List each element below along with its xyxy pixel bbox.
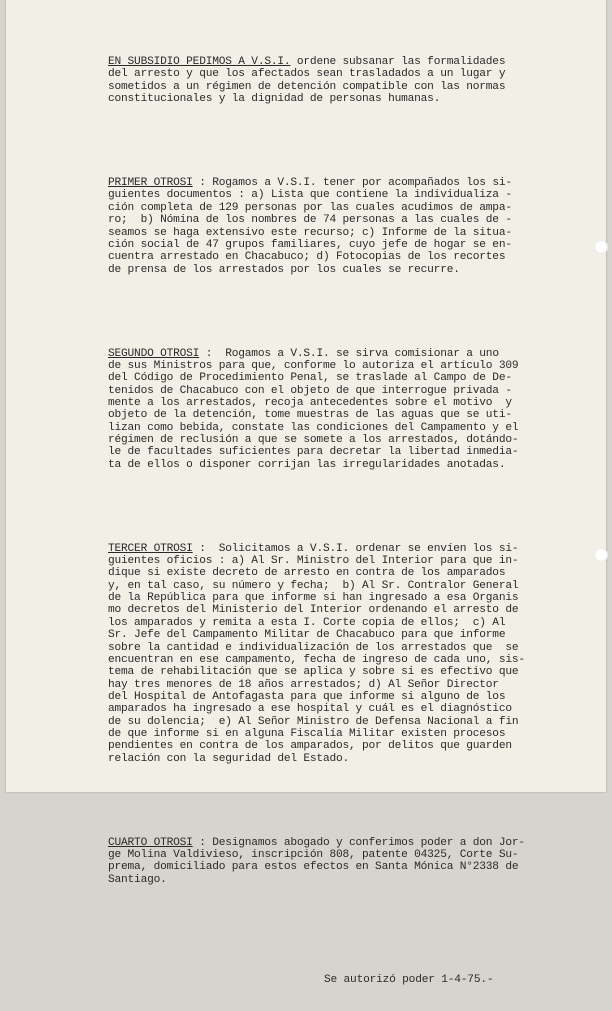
text-line: de sus Ministros para que, conforme lo autoriza el artículo 309 — [108, 359, 519, 372]
paragraph-en-subsidio — [108, 56, 528, 105]
heading-segundo-otrosi: SEGUNDO OTROSI — [108, 347, 200, 360]
text-line: : Solicitamos a V.S.I. ordenar se envíen los si- — [192, 542, 519, 555]
text-line: régimen de reclusión a que se somete a los arrestados, dotándo- — [108, 434, 519, 446]
text-line: objeto de la detención, tome muestras de las aguas que se uti- — [108, 409, 512, 422]
text-line: sobre la cantidad e individualización de los arrestados que se — [108, 641, 519, 654]
text-line: constitucionales y la dignidad de personas humanas. — [108, 93, 441, 106]
text-line: : Rogamos a V.S.I. tener por acompañados los si- — [192, 177, 512, 190]
text-line: y, en tal caso, su número y fecha; b) Al Sr. Contralor General — [108, 579, 519, 592]
document-page — [6, 0, 606, 986]
text-line: los amparados y remita a esta I. Corte copia de ellos; c) Al — [108, 616, 506, 629]
text-line: ro; b) Nómina de los nombres de 74 personas a las cuales de - — [108, 214, 512, 227]
text-line: sometidos a un régimen de detención compatible con las normas — [108, 80, 506, 93]
text-line: ción social de 47 grupos familiares, cuyo jefe de hogar se en- — [108, 238, 512, 251]
text-line: mente a los arrestados, recoja antecedentes sobre el motivo y — [108, 396, 512, 409]
text-line: le de facultades suficientes para decretar la libertad inmedia- — [108, 446, 519, 459]
text-line: de prensa de los arrestados por los cuales se recurre. — [108, 263, 460, 276]
text-line: pendientes en contra de los amparados, por delitos que guarden — [108, 740, 512, 753]
text-line: : Rogamos a V.S.I. se sirva comisionar a uno — [199, 347, 499, 360]
paragraph-primer-otrosi — [108, 177, 528, 276]
text-line: lizan como bebida, constate las condiciones del Campamento y el — [108, 421, 519, 434]
text-line: : Designamos abogado y conferimos poder a don Jor- — [192, 836, 525, 849]
signature-note: Se autorizó poder 1-4-75.- — [324, 973, 494, 986]
text-line: ordene subsanar las formalidades — [290, 56, 506, 69]
document-body — [108, 19, 528, 1011]
heading-cuarto-otrosi: CUARTO OTROSI — [108, 836, 193, 849]
punch-hole-lower — [594, 548, 608, 562]
text-line: ta de ellos o disponer corrijan las irregularidades anotadas. — [108, 458, 506, 471]
text-line: dique si existe decreto de arresto en contra de los amparados — [108, 567, 506, 580]
text-line: de su dolencia; e) Al Señor Ministro de Defensa Nacional a fin — [108, 715, 519, 728]
text-line: de que informe si en alguna Fiscalía Militar existen procesos — [108, 727, 506, 740]
text-line: tenidos de Chacabuco con el objeto de que interrogue privada - — [108, 384, 512, 397]
text-line: ge Molina Valdivieso, inscripción 808, patente 04325, Corte Su- — [108, 849, 519, 861]
heading-primer-otrosi: PRIMER OTROSI — [108, 177, 193, 190]
text-line: encuentran en ese campamento, fecha de ingreso de cada uno, sis- — [108, 653, 525, 666]
text-line: mo decretos del Ministerio del Interior ordenando el arresto de — [108, 604, 519, 617]
text-line: guientes oficios : a) Al Sr. Ministro del Interior para que in- — [108, 555, 519, 568]
text-line: de la República para que informe si han ingresado a esa Organis — [108, 592, 519, 605]
text-line: seamos se haga extensivo este recurso; c) Informe de la situa- — [108, 226, 512, 239]
heading-tercer-otrosi: TERCER OTROSI — [108, 542, 193, 555]
paragraph-cuarto-otrosi — [108, 837, 528, 886]
text-line: del arresto y que los afectados sean trasladados a un lugar y — [108, 68, 506, 81]
text-line: Santiago. — [108, 873, 167, 886]
text-line: del Hospital de Antofagasta para que informe si alguno de los — [108, 690, 506, 703]
text-line: guientes documentos : a) Lista que contiene la individualiza - — [108, 189, 512, 202]
text-line: Sr. Jefe del Campamento Militar de Chacabuco para que informe — [108, 629, 506, 642]
text-line: tema de rehabilitación que se aplica y sobre si es efectivo que — [108, 666, 519, 679]
paragraph-segundo-otrosi — [108, 348, 528, 471]
heading-en-subsidio: EN SUBSIDIO PEDIMOS A V.S.I. — [108, 56, 291, 69]
punch-hole-upper — [594, 240, 608, 254]
text-line: amparados ha ingresado a ese hospital y cuál es el diagnóstico — [108, 703, 512, 716]
text-line: ción completa de 129 personas por las cuales acudimos de ampa- — [108, 201, 512, 214]
text-line: hay tres menores de 18 años arrestados; d) Al Señor Director — [108, 678, 499, 691]
paragraph-tercer-otrosi — [108, 543, 528, 765]
text-line: prema, domiciliado para estos efectos en Santa Mónica N°2338 de — [108, 861, 519, 874]
text-line: relación con la seguridad del Estado. — [108, 752, 350, 765]
text-line: cuentra arrestado en Chacabuco; d) Fotocopias de los recortes — [108, 251, 506, 264]
text-line: del Código de Procedimiento Penal, se traslade al Campo de De- — [108, 372, 512, 385]
